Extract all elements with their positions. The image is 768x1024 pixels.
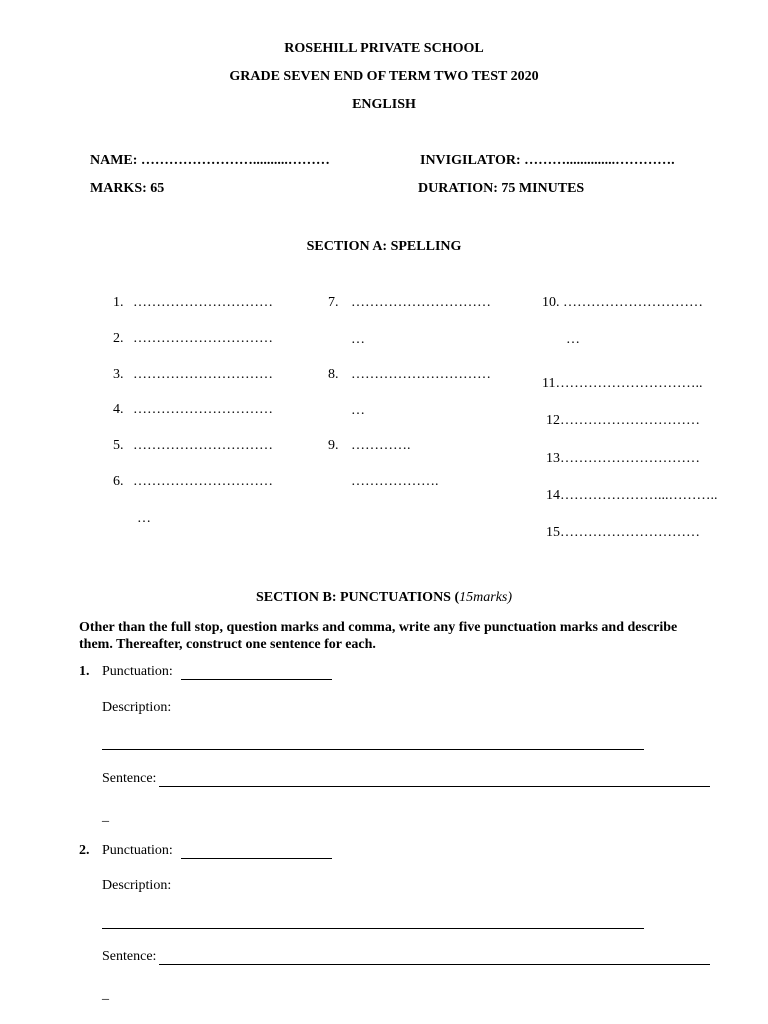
answer-blank: ………….	[351, 438, 411, 453]
continuation-dash: _	[102, 809, 109, 824]
spelling-item	[113, 296, 273, 310]
answer-blank: …………………...………..	[560, 488, 718, 503]
sentence-answer-line[interactable]	[159, 964, 710, 965]
punctuation-answer-line[interactable]	[181, 679, 332, 680]
spelling-item	[113, 332, 273, 346]
description-answer-line[interactable]	[102, 749, 644, 750]
spelling-item	[113, 439, 273, 453]
answer-blank: …………………………	[133, 367, 273, 382]
section-b-title	[0, 591, 768, 605]
answer-continuation: ……………….	[351, 474, 439, 489]
spelling-item	[542, 377, 702, 391]
description-label: Description:	[102, 700, 172, 715]
continuation-dash: _	[102, 987, 109, 1002]
name-field: NAME: ……………………..........………	[90, 153, 330, 168]
test-title: GRADE SEVEN END OF TERM TWO TEST 2020	[229, 69, 539, 84]
spelling-item	[328, 296, 491, 310]
item-number: 1.	[113, 295, 124, 310]
item-number: 2.	[113, 331, 124, 346]
sentence-label: Sentence:	[102, 771, 157, 786]
item-number: 9.	[328, 438, 339, 453]
section-b-marks: 15marks)	[459, 590, 513, 605]
spelling-item	[113, 403, 273, 417]
answer-blank: …………………………	[351, 367, 491, 382]
item-number: 15	[546, 525, 560, 540]
item-number: 3.	[113, 367, 124, 382]
item-number: 12	[546, 413, 560, 428]
description-answer-line[interactable]	[102, 928, 644, 929]
sentence-answer-line[interactable]	[159, 786, 710, 787]
punctuation-answer-line[interactable]	[181, 858, 332, 859]
spelling-item	[546, 489, 718, 503]
item-number: 8.	[328, 367, 339, 382]
item-number: 6.	[113, 474, 124, 489]
marks-label: MARKS: 65	[90, 181, 165, 196]
spelling-item	[546, 452, 700, 466]
item-number: 11	[542, 376, 556, 391]
sentence-label: Sentence:	[102, 949, 157, 964]
answer-continuation: …	[351, 403, 365, 418]
answer-blank: …………………………	[351, 295, 491, 310]
answer-blank: …………………………	[560, 451, 700, 466]
subject-title: ENGLISH	[352, 97, 416, 112]
spelling-item	[546, 526, 700, 540]
invigilator-field: INVIGILATOR: ………..............………….	[420, 153, 675, 168]
spelling-item	[328, 368, 491, 382]
answer-blank: …………………………	[133, 295, 273, 310]
answer-blank: …………………………	[133, 331, 273, 346]
answer-blank: …………………………..	[555, 376, 703, 391]
answer-continuation: …	[351, 332, 365, 347]
item-number: 7.	[328, 295, 339, 310]
description-label: Description:	[102, 878, 172, 893]
punctuation-label: Punctuation:	[102, 664, 173, 679]
answer-blank: …………………………	[133, 438, 273, 453]
answer-continuation: …	[566, 332, 580, 347]
punctuation-label: Punctuation:	[102, 843, 173, 858]
section-b-instructions: Other than the full stop, question marks and comma, write any five punctuation marks and describe them. Thereafter, construct one sentence for each.	[79, 620, 678, 652]
school-name: ROSEHILL PRIVATE SCHOOL	[284, 41, 484, 56]
answer-blank: …………………………	[560, 525, 700, 540]
answer-blank: …………………………	[560, 413, 700, 428]
spelling-item	[328, 439, 411, 453]
spelling-item	[542, 296, 703, 310]
duration-label: DURATION: 75 MINUTES	[418, 181, 585, 196]
section-a-title: SECTION A: SPELLING	[306, 239, 462, 254]
answer-blank: …………………………	[133, 402, 273, 417]
answer-blank: …………………………	[133, 474, 273, 489]
answer-blank: …………………………	[563, 295, 703, 310]
item-number: 4.	[113, 402, 124, 417]
item-number: 13	[546, 451, 560, 466]
spelling-item	[546, 414, 700, 428]
question-number: 2.	[79, 843, 90, 858]
section-b-heading: SECTION B: PUNCTUATIONS (	[255, 590, 460, 605]
item-number: 5.	[113, 438, 124, 453]
answer-continuation: …	[137, 511, 151, 526]
item-number: 14	[546, 488, 560, 503]
spelling-item	[113, 475, 273, 489]
question-number: 1.	[79, 664, 90, 679]
item-number: 10.	[542, 295, 560, 310]
spelling-item	[113, 368, 273, 382]
